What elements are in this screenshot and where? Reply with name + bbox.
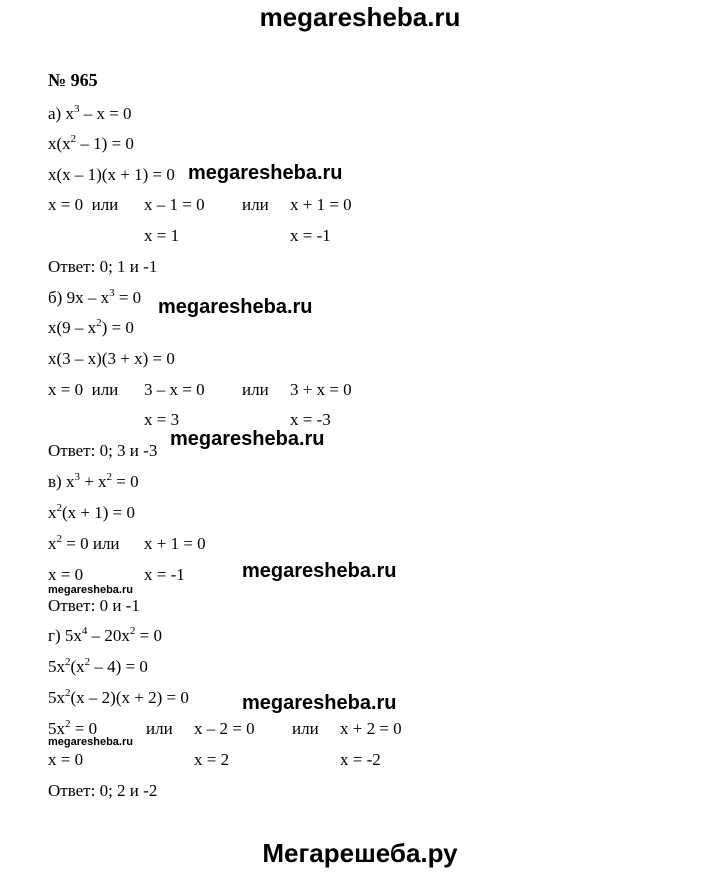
- eq-a-4b: x – 1 = 0: [144, 195, 205, 214]
- eq-b-4a: x = 0 или: [48, 380, 119, 399]
- or-word: или: [91, 380, 119, 399]
- or-word: или: [146, 719, 173, 738]
- watermark-small: megaresheba.ru: [48, 736, 133, 748]
- answer-v: Ответ: 0 и -1: [48, 596, 140, 615]
- eq-g-5c: x = -2: [340, 750, 381, 769]
- eq-g-2: $5x^2(x^2 - 4) = 0$: [48, 656, 148, 676]
- eq-v-3a: $x^2 = 0$ или: [48, 533, 120, 553]
- eq-b-1: б) $9x - x^3 = 0$: [48, 287, 142, 307]
- eq-a-1: а) $x^3 - x = 0$: [48, 103, 132, 123]
- or-word: или: [242, 195, 269, 214]
- answer-g: Ответ: 0; 2 и -2: [48, 781, 158, 800]
- eq-v-4b: x = -1: [144, 565, 185, 584]
- eq-g-1: г) $5x^4 - 20x^2 = 0$: [48, 625, 162, 645]
- part-label-v: в): [48, 472, 62, 491]
- watermark: megaresheba.ru: [242, 560, 397, 582]
- site-header: megaresheba.ru: [259, 2, 461, 32]
- eq-b-5b: x = -3: [290, 410, 331, 429]
- part-label-b: б): [48, 288, 63, 307]
- site-footer: Мегарешеба.ру: [262, 838, 458, 868]
- or-word: или: [242, 380, 269, 399]
- part-label-a: а): [48, 104, 62, 123]
- eq-v-3b: x + 1 = 0: [144, 534, 206, 553]
- eq-v-1: в) $x^3 + x^2 = 0$: [48, 471, 139, 491]
- eq-a-2: $x(x^2 - 1) = 0$: [48, 133, 134, 153]
- watermark: megaresheba.ru: [242, 692, 397, 714]
- eq-b-4b: 3 – x = 0: [144, 380, 205, 399]
- answer-b: Ответ: 0; 3 и -3: [48, 441, 158, 460]
- or-word: или: [91, 195, 119, 214]
- eq-g-5a: x = 0: [48, 750, 84, 769]
- eq-b-4c: 3 + x = 0: [290, 380, 352, 399]
- eq-b-5a: x = 3: [144, 410, 180, 429]
- eq-g-5b: x = 2: [194, 750, 230, 769]
- eq-g-4c: x + 2 = 0: [340, 719, 402, 738]
- eq-b-3: x(3 – x)(3 + x) = 0: [48, 349, 175, 368]
- problem-number: № 965: [48, 70, 98, 90]
- watermark: megaresheba.ru: [188, 162, 343, 184]
- eq-a-4c: x + 1 = 0: [290, 195, 352, 214]
- watermark: megaresheba.ru: [170, 428, 325, 450]
- eq-a-5a: x = 1: [144, 226, 180, 245]
- watermark-small: megaresheba.ru: [48, 584, 133, 596]
- eq-a-4a: x = 0 или: [48, 195, 119, 214]
- eq-g-4b: x – 2 = 0: [194, 719, 255, 738]
- watermark: megaresheba.ru: [158, 296, 313, 318]
- or-word: или: [292, 719, 319, 738]
- eq-g-3: $5x^2(x - 2)(x + 2) = 0$: [48, 687, 189, 707]
- eq-v-4a: x = 0: [48, 565, 84, 584]
- eq-g-4a: $5x^2 = 0$: [48, 718, 98, 738]
- part-label-g: г): [48, 626, 61, 645]
- answer-a: Ответ: 0; 1 и -1: [48, 257, 158, 276]
- eq-a-5b: x = -1: [290, 226, 331, 245]
- eq-v-2: $x^2(x + 1) = 0$: [48, 502, 135, 522]
- eq-a-3: x(x – 1)(x + 1) = 0: [48, 165, 175, 184]
- or-word: или: [92, 534, 120, 553]
- eq-b-2: $x(9 - x^2) = 0$: [48, 317, 134, 337]
